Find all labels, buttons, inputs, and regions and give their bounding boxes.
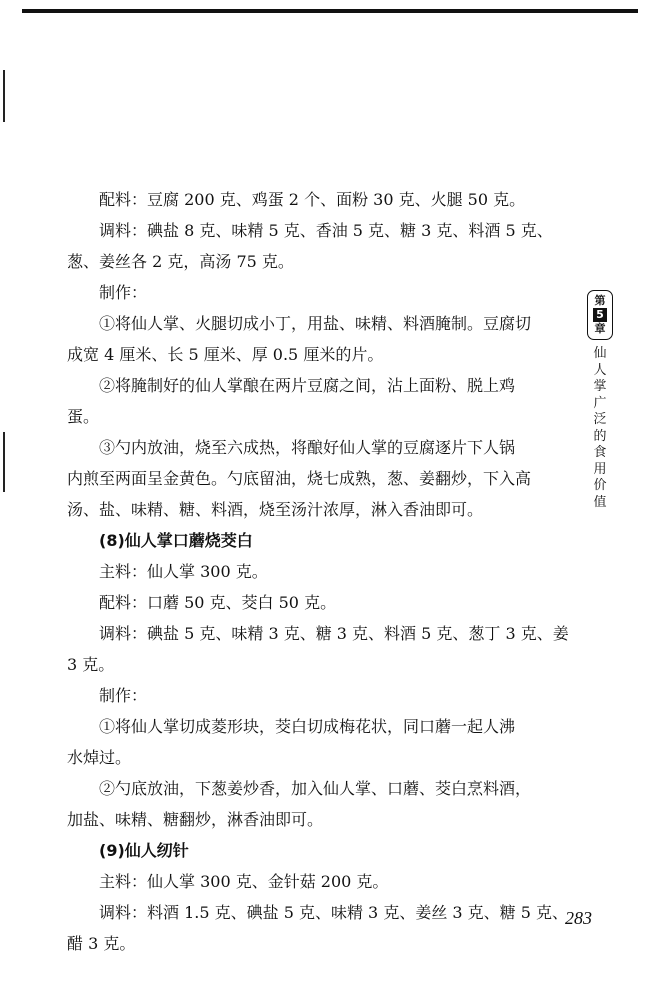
- chapter-title-char: 掌: [593, 379, 607, 394]
- chapter-badge: [587, 290, 613, 340]
- page-number: 283: [565, 908, 592, 928]
- text-line: 主料：仙人掌 300 克、金针菇 200 克。: [99, 872, 389, 891]
- text-line: 配料：口蘑 50 克、茭白 50 克。: [99, 593, 337, 612]
- chapter-title: [587, 346, 613, 511]
- text-line: 汤、盐、味精、糖、料酒，烧至汤汁浓厚，淋入香油即可。: [67, 500, 484, 519]
- text-line: 内煎至两面呈金黄色。勺底留油，烧七成熟，葱、姜翻炒，下入高: [67, 469, 532, 488]
- chapter-title-char: 价: [593, 478, 607, 493]
- body-text: [67, 184, 569, 959]
- text-line: 主料：仙人掌 300 克。: [99, 562, 268, 581]
- text-line: ②将腌制好的仙人掌酿在两片豆腐之间，沾上面粉、脱上鸡: [99, 376, 516, 395]
- chapter-title-char: 用: [593, 461, 607, 477]
- text-line: 成宽 4 厘米、长 5 厘米、厚 0.5 厘米的片。: [67, 345, 384, 364]
- text-line: 配料：豆腐 200 克、鸡蛋 2 个、面粉 30 克、火腿 50 克。: [99, 190, 526, 209]
- text-line: ①将仙人掌切成菱形块，茭白切成梅花状，同口蘑一起人沸: [99, 717, 516, 736]
- chapter-sidebar: [587, 290, 613, 511]
- section-heading: (8)仙人掌口蘑烧茭白: [99, 531, 253, 550]
- text-line: 水焯过。: [67, 748, 132, 767]
- chapter-title-char: 的: [593, 428, 607, 444]
- text-line: 3 克。: [67, 655, 115, 674]
- text-line: 加盐、味精、糖翻炒，淋香油即可。: [67, 810, 324, 829]
- top-rule: [22, 9, 638, 13]
- text-line: 制作：: [99, 686, 148, 705]
- chapter-suffix: 章: [594, 322, 606, 335]
- chapter-number: 5: [593, 308, 607, 322]
- text-line: ②勺底放油，下葱姜炒香，加入仙人掌、口蘑、茭白烹料酒，: [99, 779, 532, 798]
- text-line: 葱、姜丝各 2 克，高汤 75 克。: [67, 252, 294, 271]
- text-line: 调料：碘盐 8 克、味精 5 克、香油 5 克、糖 3 克、料酒 5 克、: [99, 221, 553, 240]
- text-line: 调料：碘盐 5 克、味精 3 克、糖 3 克、料酒 5 克、葱丁 3 克、姜: [99, 624, 569, 643]
- scan-mark: [3, 70, 5, 122]
- text-line: 醋 3 克。: [67, 934, 136, 953]
- text-line: 调料：料酒 1.5 克、碘盐 5 克、味精 3 克、姜丝 3 克、糖 5 克、: [99, 903, 569, 922]
- text-line: ③勺内放油，烧至六成热，将酿好仙人掌的豆腐逐片下人锅: [99, 438, 516, 457]
- section-heading: (9)仙人纫针: [99, 841, 189, 860]
- chapter-title-char: 人: [593, 362, 607, 378]
- chapter-title-char: 泛: [593, 412, 607, 427]
- text-line: 制作：: [99, 283, 148, 302]
- chapter-title-char: 值: [593, 494, 607, 510]
- chapter-title-char: 广: [593, 395, 607, 411]
- chapter-title-char: 食: [593, 445, 607, 460]
- chapter-title-char: 仙: [593, 346, 607, 361]
- chapter-prefix: 第: [594, 294, 606, 307]
- text-line: 蛋。: [67, 407, 100, 426]
- text-line: ①将仙人掌、火腿切成小丁，用盐、味精、料酒腌制。豆腐切: [99, 314, 532, 333]
- scan-mark: [3, 432, 5, 492]
